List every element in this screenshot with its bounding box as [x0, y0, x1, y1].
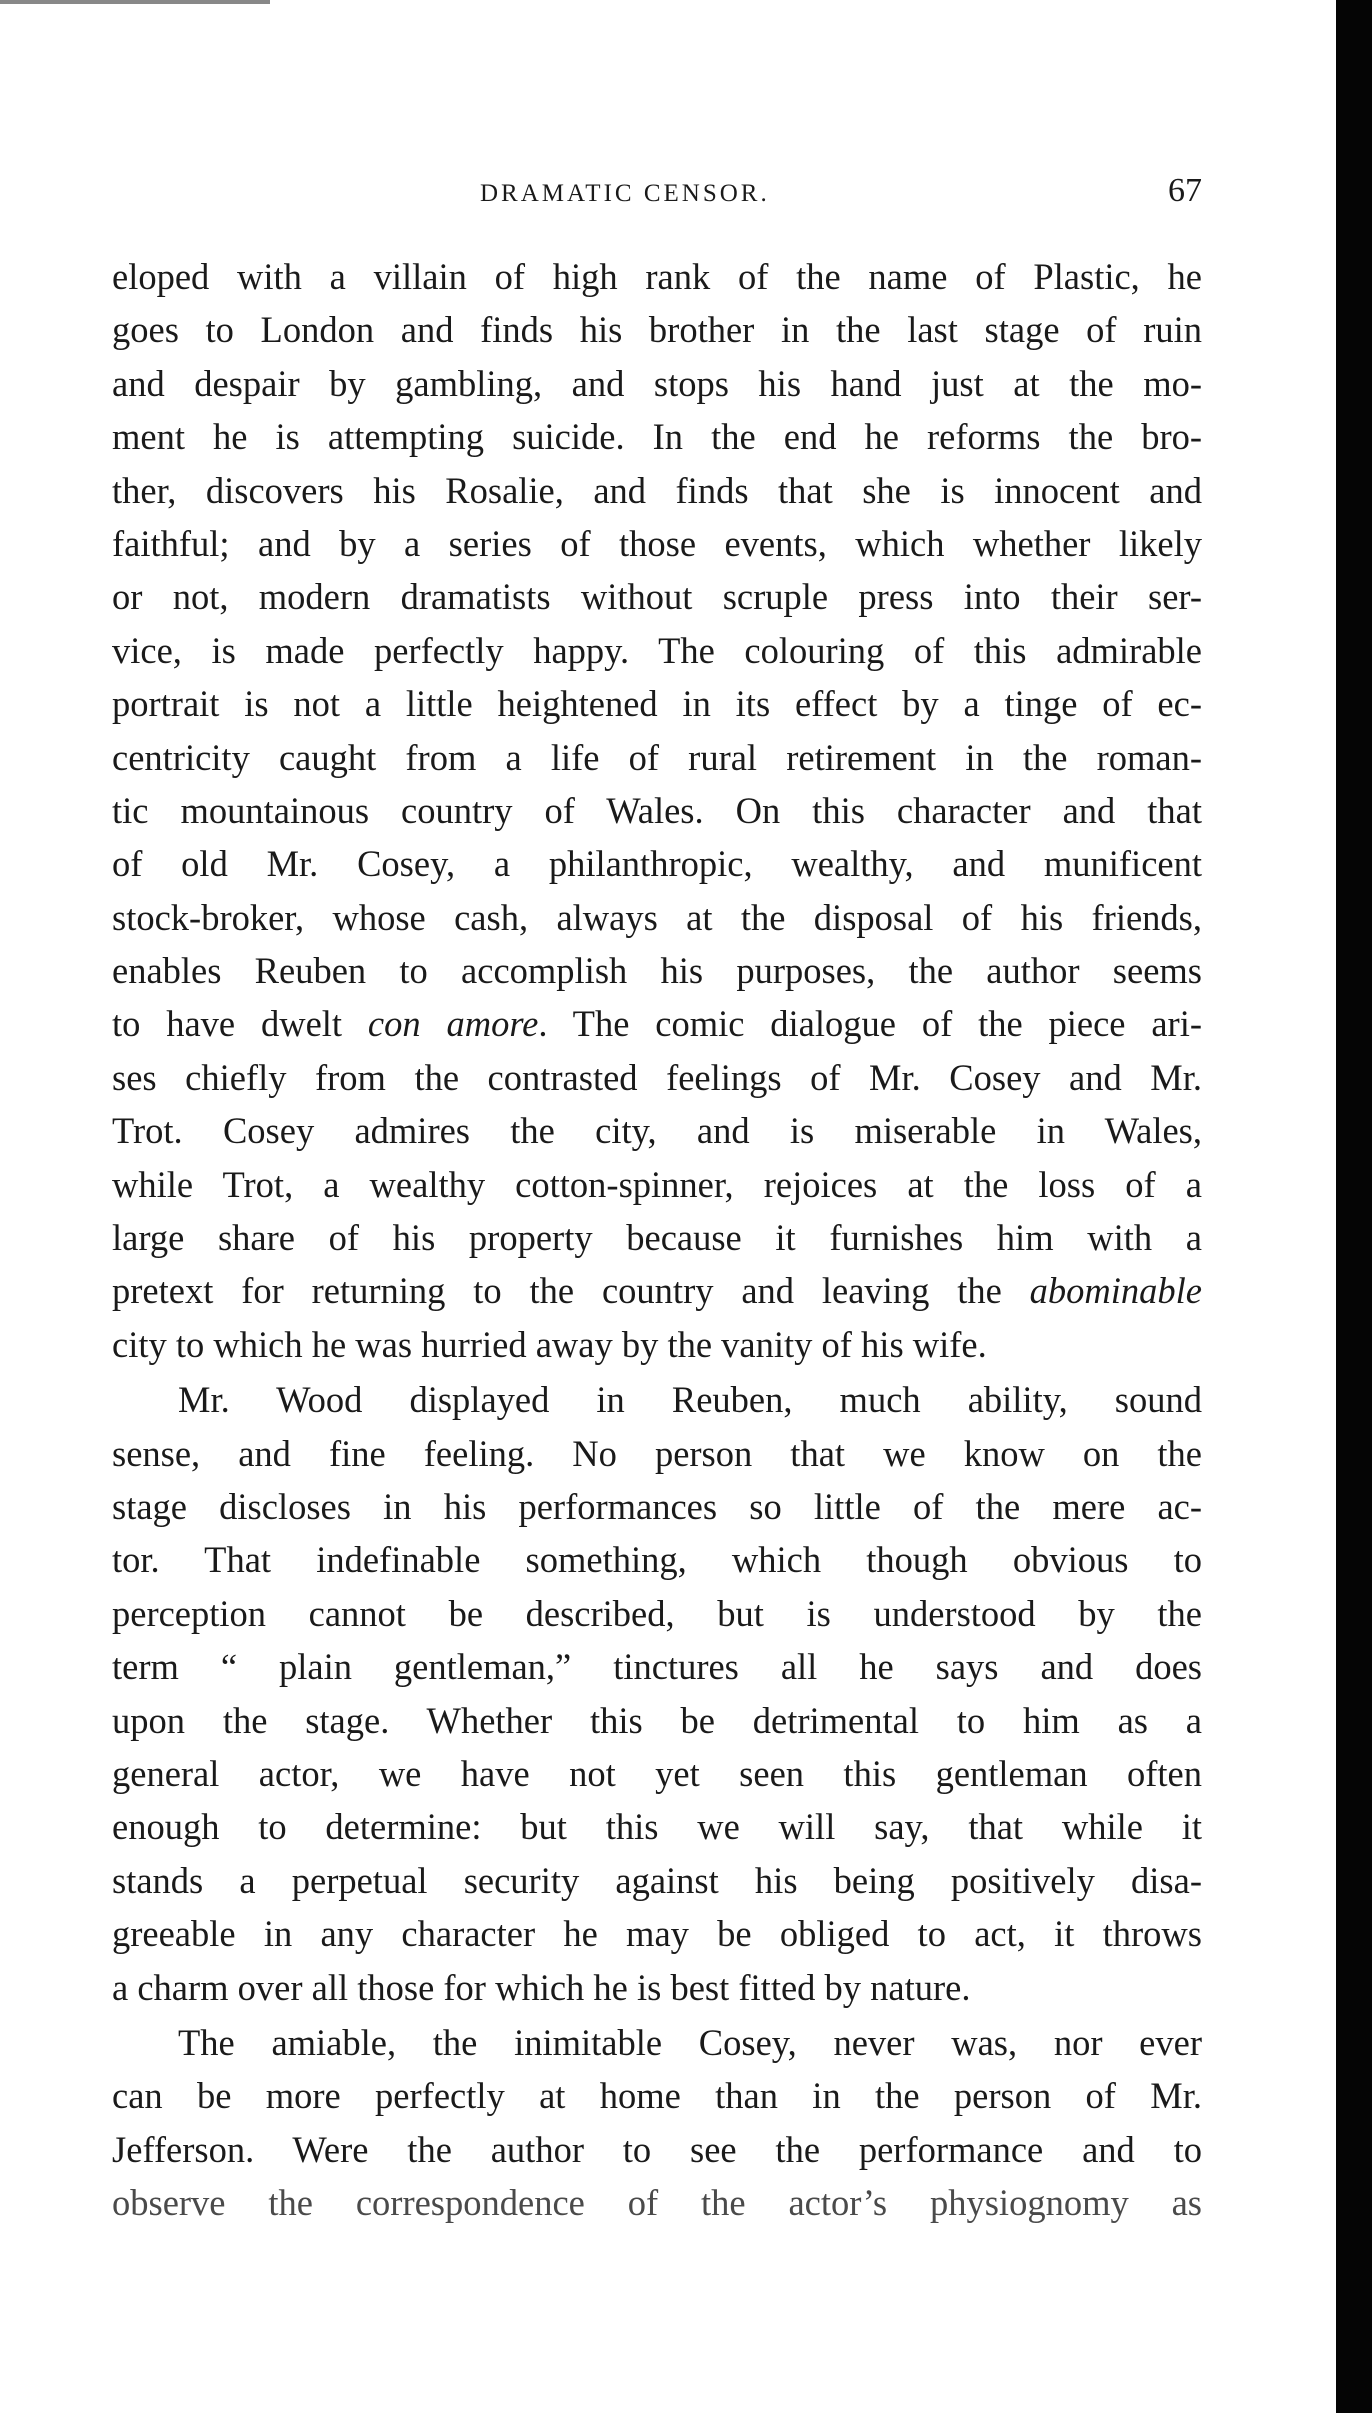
paragraph-1	[112, 250, 1202, 1371]
body-text	[112, 250, 1202, 2229]
text-line: enables Reuben to accomplish his purposes, the author seems	[112, 950, 1202, 992]
paragraph-3	[112, 2016, 1202, 2230]
page-header	[112, 172, 1202, 222]
text-line: city to which he was hurried away by the vanity of his wife.	[112, 1323, 987, 1365]
text-line: of old Mr. Cosey, a philanthropic, wealthy, and munificent	[112, 843, 1202, 885]
text-line: tic mountainous country of Wales. On this character and that	[112, 789, 1202, 831]
text-line: The amiable, the inimitable Cosey, never was, nor ever	[178, 2021, 1202, 2063]
text-line: upon the stage. Whether this be detrimental to him as a	[112, 1699, 1202, 1741]
text-line: portrait is not a little heightened in its effect by a tinge of ec-	[112, 683, 1202, 725]
text-line: greeable in any character he may be obliged to act, it throws	[112, 1913, 1202, 1955]
text-line: large share of his property because it furnishes him with a	[112, 1217, 1202, 1259]
running-title: DRAMATIC CENSOR.	[480, 180, 770, 207]
text-line: stage discloses in his performances so little of the mere ac-	[112, 1485, 1202, 1527]
text-line: vice, is made perfectly happy. The colouring of this admirable	[112, 629, 1202, 671]
text-line: goes to London and finds his brother in the last stage of ruin	[112, 309, 1202, 351]
text-line: ses chiefly from the contrasted feelings of Mr. Cosey and Mr.	[112, 1056, 1202, 1098]
text-line: Jefferson. Were the author to see the performance and to	[112, 2128, 1202, 2170]
text-line: can be more perfectly at home than in the person of Mr.	[112, 2075, 1202, 2117]
text-line	[112, 997, 1202, 1050]
page-number: 67	[1168, 172, 1202, 209]
italic-phrase: con amore	[367, 1003, 539, 1045]
text-line: sense, and fine feeling. No person that we know on the	[112, 1432, 1202, 1474]
text-line: eloped with a villain of high rank of the name of Plastic, he	[112, 256, 1202, 297]
text-line: faithful; and by a series of those events, which whether likely	[112, 522, 1202, 564]
text-line	[112, 1264, 1202, 1317]
text-line: while Trot, a wealthy cotton-spinner, rejoices at the loss of a	[112, 1163, 1202, 1205]
text-line: stands a perpetual security against his being positively disa-	[112, 1859, 1202, 1901]
paragraph-2	[112, 1373, 1202, 2014]
text-line: tor. That indefinable something, which though obvious to	[112, 1539, 1202, 1581]
text-line: or not, modern dramatists without scruple press into their ser-	[112, 576, 1202, 618]
text-span: . The comic dialogue of the piece ari-	[538, 1003, 1202, 1045]
italic-word: abominable	[1029, 1270, 1202, 1312]
text-line: observe the correspondence of the actor’s physiognomy as	[112, 2182, 1202, 2224]
text-line: term “ plain gentleman,” tinctures all he says and does	[112, 1646, 1202, 1688]
text-line: and despair by gambling, and stops his hand just at the mo-	[112, 362, 1202, 404]
text-line: ther, discovers his Rosalie, and finds that she is innocent and	[112, 469, 1202, 511]
scan-dark-edge	[1336, 0, 1372, 2413]
text-line: a charm over all those for which he is best fitted by nature.	[112, 1966, 971, 2008]
text-line: enough to determine: but this we will say, that while it	[112, 1806, 1202, 1848]
text-line: Mr. Wood displayed in Reuben, much ability, sound	[178, 1379, 1202, 1421]
text-span: to have dwelt	[112, 1003, 368, 1045]
text-line: ment he is attempting suicide. In the end he reforms the bro-	[112, 416, 1202, 458]
text-line: centricity caught from a life of rural retirement in the roman-	[112, 736, 1202, 778]
text-span: pretext for returning to the country and leaving the	[112, 1270, 1030, 1312]
text-line: Trot. Cosey admires the city, and is miserable in Wales,	[112, 1110, 1202, 1152]
text-line: perception cannot be described, but is understood by the	[112, 1592, 1202, 1634]
scan-top-mark	[0, 0, 270, 4]
text-line: stock-broker, whose cash, always at the disposal of his friends,	[112, 896, 1202, 938]
text-line: general actor, we have not yet seen this gentleman often	[112, 1752, 1202, 1794]
